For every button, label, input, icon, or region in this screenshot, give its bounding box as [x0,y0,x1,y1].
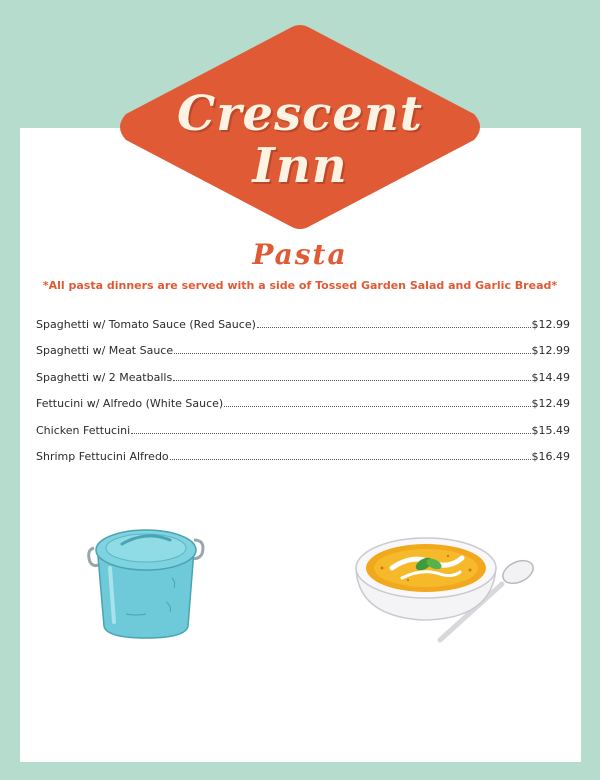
cooking-pot-icon [86,518,208,642]
menu-item-name: Chicken Fettucini [36,423,131,437]
menu-item [36,331,570,358]
menu-item-name: Spaghetti w/ 2 Meatballs [36,370,173,384]
menu-item [36,304,570,331]
menu-item-price: $12.99 [531,344,570,357]
menu-item-price: $12.99 [531,317,570,331]
restaurant-banner [114,22,486,232]
menu-item-leader [173,379,530,381]
menu-item [36,357,570,384]
menu-item-leader [174,352,530,354]
menu-item-leader [257,326,531,328]
restaurant-name-line2: Inn [252,138,348,194]
menu-item-leader [170,458,531,460]
menu-item-leader [224,405,530,407]
menu-item-price: $12.49 [531,397,570,410]
menu-item [36,410,570,437]
section-title: Pasta [252,238,348,271]
menu-item-price: $15.49 [531,423,570,437]
menu-list [36,304,570,463]
menu-item-price: $14.49 [531,370,570,384]
menu-item-price: $16.49 [531,450,570,463]
menu-item [36,437,570,464]
menu-item-leader [131,432,530,434]
menu-item [36,384,570,411]
soup-bowl-icon [352,528,536,644]
restaurant-name-line1: Crescent [177,86,423,142]
menu-item-name: Spaghetti w/ Tomato Sauce (Red Sauce) [36,317,256,331]
section-note: *All pasta dinners are served with a side of Tossed Garden Salad and Garlic Bread* [42,279,558,292]
menu-item-name: Spaghetti w/ Meat Sauce [36,344,174,357]
menu-item-name: Shrimp Fettucini Alfredo [36,450,169,463]
menu-item-name: Fettucini w/ Alfredo (White Sauce) [36,397,224,410]
